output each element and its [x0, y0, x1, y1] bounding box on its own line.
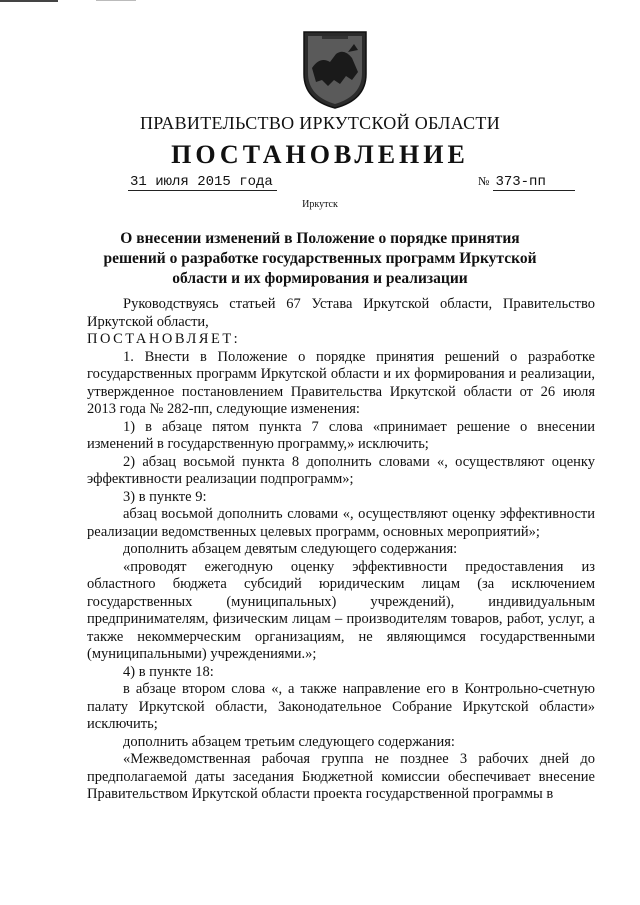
paragraph: 2) абзац восьмой пункта 8 дополнить словами «, осуществляют оценку эффективности реализации подпрограмм»;: [87, 453, 595, 487]
intro-paragraph: Руководствуясь статьей 67 Устава Иркутской области, Правительство Иркутской области,: [87, 296, 595, 330]
paragraph: 3) в пункте 9:: [123, 488, 207, 505]
paragraph: 1. Внести в Положение о порядке принятия решений о разработке государственных программ Иркутской области и их формирования и реализации, утвержденное постановлением Правительства Иркутской области от 26 июля 2013 года № 282-пп, следующие изменения:: [87, 348, 595, 417]
paragraph: «Межведомственная рабочая группа не позднее 3 рабочих дней до предполагаемой даты заседания Бюджетной комиссии обеспечивает внесение Правительством Иркутской области проекта государственной программы в: [87, 751, 595, 802]
paragraph: дополнить абзацем девятым следующего содержания:: [123, 541, 458, 557]
resolve-word: ПОСТАНОВЛЯЕТ:: [87, 331, 241, 347]
number-sign: №: [478, 174, 490, 188]
paragraph: абзац восьмой дополнить словами «, осуществляют оценку эффективности реализации ведомственных целевых программ, основных мероприятий»;: [87, 506, 595, 540]
paragraph: 1) в абзаце пятом пункта 7 слова «принимает решение о внесении изменений в государственную программу,» исключить;: [87, 418, 595, 452]
scan-artifact: [96, 0, 136, 1]
scan-artifact: [0, 0, 58, 2]
document-date: 31 июля 2015 года: [128, 174, 277, 191]
document-type: ПОСТАНОВЛЕНИЕ: [171, 140, 469, 169]
irkutsk-coat-of-arms-icon: [300, 28, 370, 110]
document-body: [87, 296, 595, 804]
city-name: Иркутск: [302, 199, 338, 210]
paragraph: «проводят ежегодную оценку эффективности предоставления из областного бюджета субсидий юридическим лицам (за исключением государственных (муниципальных) учреждений), индивидуальным предпринимателям, физическим лицам – производителям товаров, работ, услуг, а также некоммерческим организациям, не являющимся государственными (муниципальными) учреждениями.»;: [87, 558, 595, 662]
document-heading: О внесении изменений в Положение о порядке принятия решений о разработке государственных программ Иркутской области и их формирования и реализации: [103, 230, 537, 287]
paragraph: дополнить абзацем третьим следующего содержания:: [123, 733, 455, 750]
paragraph: в абзаце втором слова «, а также направление его в Контрольно-счетную палату Иркутской области, Законодательное Собрание Иркутской области» исключить;: [87, 681, 595, 732]
government-name: ПРАВИТЕЛЬСТВО ИРКУТСКОЙ ОБЛАСТИ: [139, 113, 501, 133]
number-value: 373-пп: [493, 174, 575, 191]
document-number: [478, 174, 575, 191]
paragraph: 4) в пункте 18:: [123, 663, 214, 680]
